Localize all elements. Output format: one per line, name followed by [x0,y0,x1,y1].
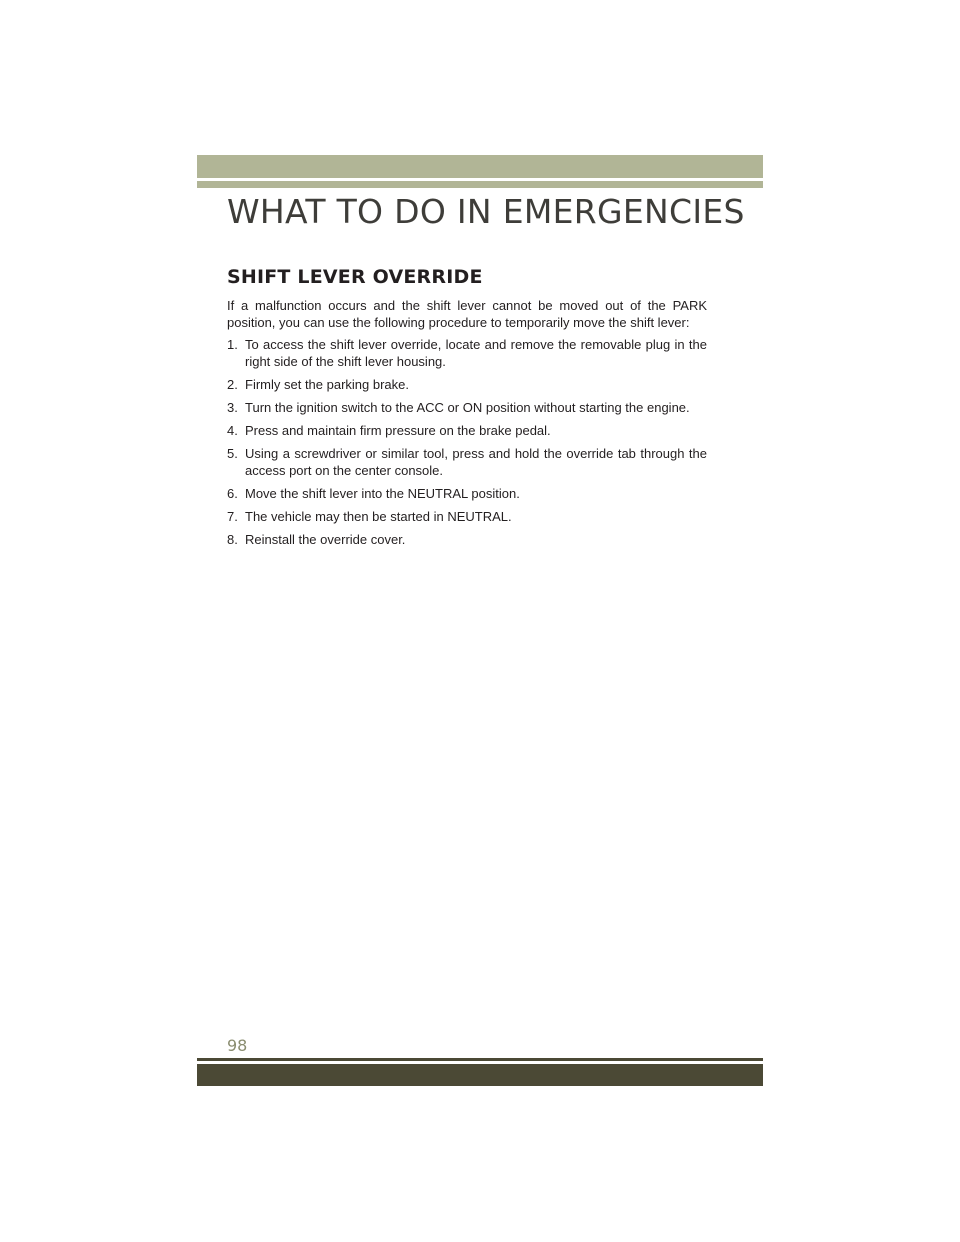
procedure-steps [227,336,707,548]
step-text: Press and maintain firm pressure on the brake pedal. [245,423,551,438]
step-text: To access the shift lever override, locate and remove the removable plug in the right side of the shift lever housing. [245,337,707,369]
step-item [227,508,707,525]
step-text: Firmly set the parking brake. [245,377,410,392]
step-number: 8. [227,532,238,547]
step-item [227,336,707,370]
header-rule [197,181,763,188]
step-item [227,422,707,439]
step-number: 5. [227,446,238,461]
step-number: 3. [227,400,238,415]
article [227,266,707,554]
step-item [227,376,707,393]
intro-paragraph: If a malfunction occurs and the shift lever cannot be moved out of the PARK position, you can use the following procedure to temporarily move the shift lever: [227,298,707,330]
step-text: Reinstall the override cover. [245,532,406,547]
step-number: 1. [227,337,238,352]
step-text: Using a screwdriver or similar tool, press and hold the override tab through the access port on the center console. [245,446,707,478]
step-text: Move the shift lever into the NEUTRAL position. [245,486,520,501]
page-number: 98 [227,1036,248,1055]
header-band [197,155,763,178]
article-heading: SHIFT LEVER OVERRIDE [227,266,483,288]
step-text: The vehicle may then be started in NEUTRAL. [245,509,512,524]
section-title: WHAT TO DO IN EMERGENCIES [227,192,745,231]
step-number: 7. [227,509,238,524]
step-number: 4. [227,423,238,438]
step-item [227,485,707,502]
step-number: 2. [227,377,238,392]
step-text: Turn the ignition switch to the ACC or ON position without starting the engine. [245,400,690,415]
footer-band [197,1064,763,1086]
footer-rule [197,1058,763,1061]
step-number: 6. [227,486,238,501]
step-item [227,531,707,548]
step-item [227,445,707,479]
step-item [227,399,707,416]
